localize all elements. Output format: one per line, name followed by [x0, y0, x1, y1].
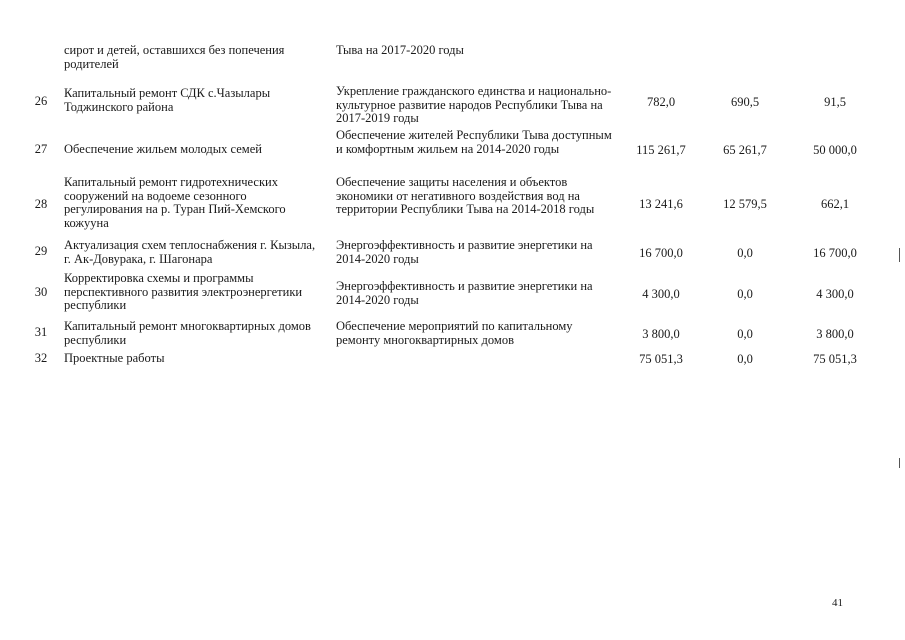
- row-number: 30: [34, 285, 48, 299]
- object-name: Капитальный ремонт гидротехнических сооружений на водоеме сезонного регулирования на р. Туран Пий-Хемского кожууна: [64, 175, 286, 230]
- value-total: 16 700,0: [639, 246, 683, 260]
- scan-edge-mark: [899, 248, 900, 262]
- program-name: Энергоэффективность и развитие энергетики на 2014-2020 годы: [336, 279, 593, 307]
- value-federal: 0,0: [737, 246, 753, 260]
- scan-edge-mark: [899, 458, 900, 468]
- object-name: Корректировка схемы и программы перспективного развития электроэнергетики республики: [64, 271, 303, 312]
- program-name: Тыва на 2017-2020 годы: [336, 43, 464, 57]
- row-number: 29: [34, 244, 48, 258]
- value-federal: 0,0: [737, 287, 753, 301]
- program-name: Обеспечение защиты населения и объектов экономики от негативного воздействия вод на территории Республики Тыва на 2014-2018 годы: [336, 175, 595, 216]
- value-regional: 50 000,0: [813, 143, 857, 157]
- value-regional: 16 700,0: [813, 246, 857, 260]
- object-name: Актуализация схем теплоснабжения г. Кызыла, г. Ак-Довурака, г. Шагонара: [64, 238, 316, 266]
- value-regional: 3 800,0: [816, 327, 854, 341]
- program-name: Укрепление гражданского единства и национально-культурное развитие народов Республики Тыва на 2017-2019 годы: [336, 84, 612, 125]
- value-federal: 0,0: [737, 327, 753, 341]
- row-number: 28: [34, 197, 48, 211]
- value-federal: 690,5: [730, 95, 760, 109]
- object-name: сирот и детей, оставшихся без попечения родителей: [64, 43, 285, 71]
- row-number: 26: [34, 94, 48, 108]
- program-name: Энергоэффективность и развитие энергетики на 2014-2020 годы: [336, 238, 593, 266]
- value-total: 115 261,7: [636, 143, 686, 157]
- object-name: Капитальный ремонт многоквартирных домов республики: [64, 319, 311, 347]
- value-federal: 0,0: [737, 352, 753, 366]
- program-name: Обеспечение жителей Республики Тыва доступным и комфортным жильем на 2014-2020 годы: [336, 128, 612, 156]
- value-regional: 75 051,3: [813, 352, 857, 366]
- value-regional: 91,5: [824, 95, 846, 109]
- row-number: 27: [34, 142, 48, 156]
- value-total: 75 051,3: [639, 352, 683, 366]
- program-name: Обеспечение мероприятий по капитальному ремонту многоквартирных домов: [336, 319, 573, 347]
- value-regional: 662,1: [820, 197, 850, 211]
- value-total: 782,0: [646, 95, 676, 109]
- value-regional: 4 300,0: [816, 287, 854, 301]
- value-total: 3 800,0: [642, 327, 680, 341]
- row-number: 32: [34, 351, 48, 365]
- page-number: 41: [832, 597, 843, 609]
- object-name: Обеспечение жильем молодых семей: [64, 142, 262, 156]
- value-total: 13 241,6: [639, 197, 683, 211]
- row-number: 31: [34, 325, 48, 339]
- value-total: 4 300,0: [642, 287, 680, 301]
- value-federal: 12 579,5: [723, 197, 767, 211]
- object-name: Капитальный ремонт СДК с.Чазылары Тоджинского района: [64, 86, 271, 114]
- value-federal: 65 261,7: [723, 143, 767, 157]
- object-name: Проектные работы: [64, 351, 165, 365]
